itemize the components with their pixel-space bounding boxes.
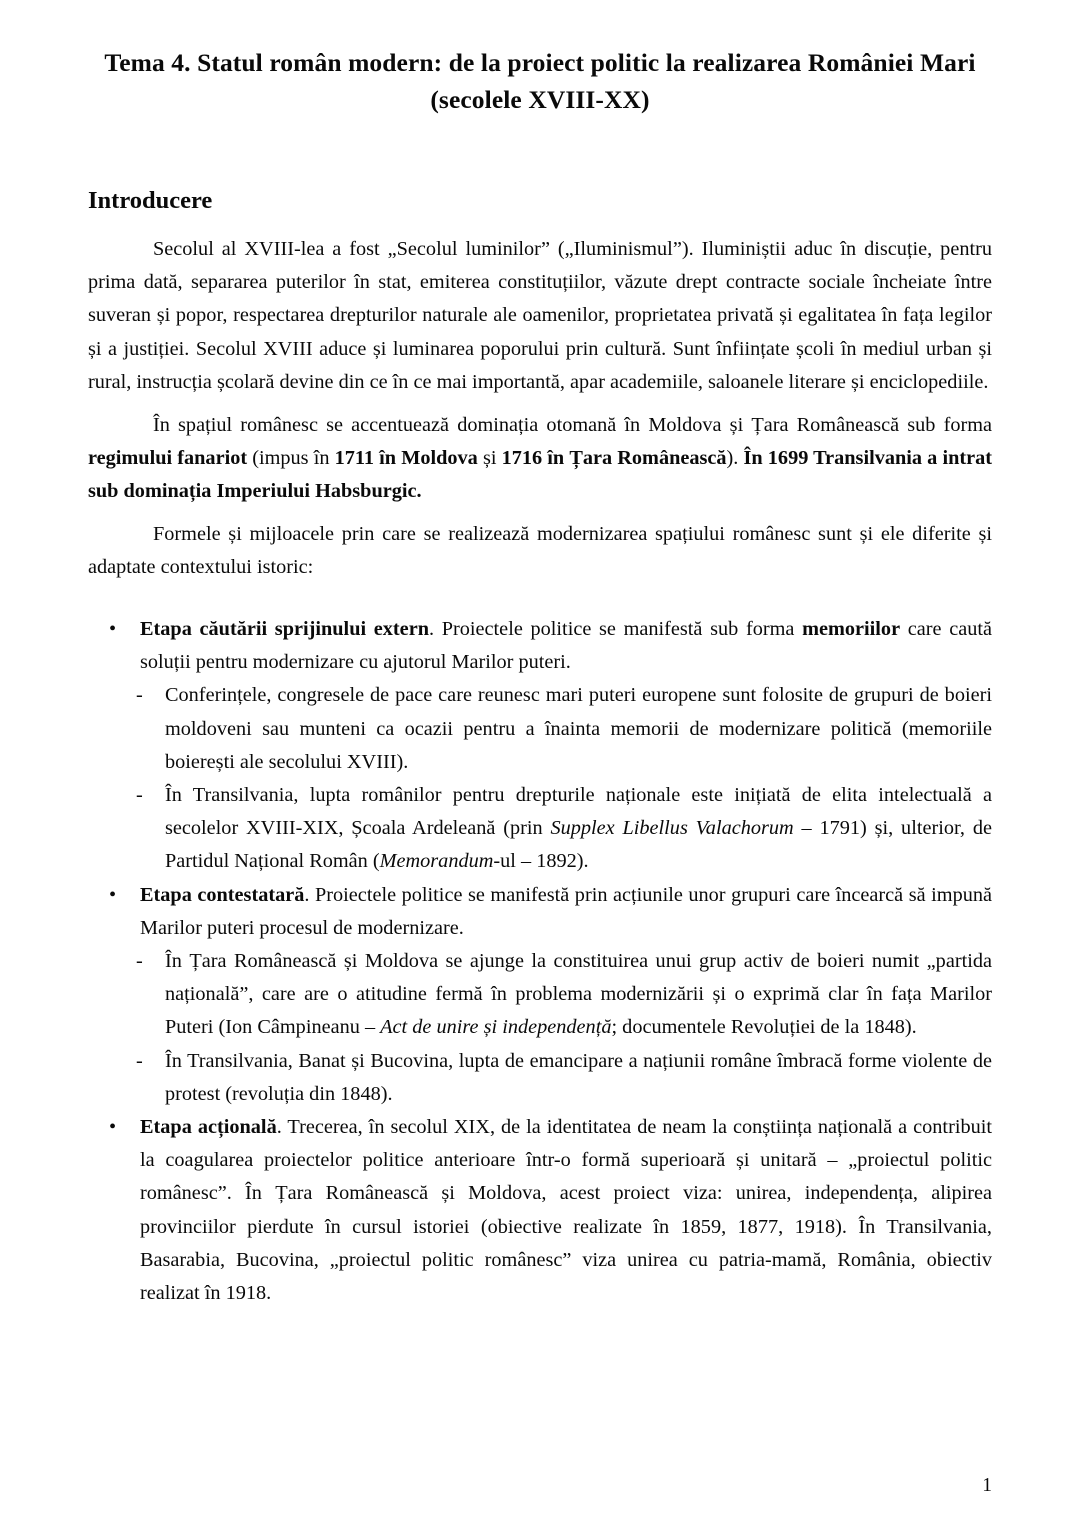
li2-rest: . Proiectele politice se manifestă prin acțiunile unor grupuri care încearcă să impună Marilor puteri procesul de modernizare. bbox=[140, 883, 992, 939]
p2-bold-1716: 1716 în Țara Românească bbox=[501, 446, 727, 469]
page-title-line-1: Tema 4. Statul român modern: de la proiect politic la realizarea României Mari bbox=[104, 48, 976, 77]
paragraph-1 bbox=[88, 233, 992, 399]
li2-sub1-italic-act-unire: Act de unire și independență bbox=[380, 1016, 612, 1039]
p2-bold-1711: 1711 în Moldova bbox=[334, 446, 478, 469]
li1-sub2-c: -ul – 1892). bbox=[493, 850, 589, 873]
stages-list bbox=[88, 613, 992, 1310]
li2-lead-bold: Etapa contestatară bbox=[140, 883, 305, 906]
dash-icon: - bbox=[136, 684, 143, 707]
li1-emph-memoriilor: memoriilor bbox=[802, 618, 901, 640]
li1-sub2-b: – 1791) și, ulterior, de Partidul Național Român ( bbox=[165, 817, 992, 873]
list-item-etapa-contestatara bbox=[88, 879, 992, 945]
bullet-icon: • bbox=[109, 618, 117, 640]
li1-lead-bold: Etapa căutării sprijinului extern bbox=[140, 618, 429, 640]
page-number: 1 bbox=[982, 1475, 992, 1496]
paragraph-3-text: Formele și mijloacele prin care se realizează modernizarea spațiului românesc sunt și ele diferite și adaptate contextului istoric: bbox=[88, 522, 992, 578]
p2-seg-1: În spațiul românesc se accentuează dominația otomană în Moldova și Țara Românească sub forma bbox=[153, 413, 992, 436]
list-subitem-transilvania-scoala-ardeleana bbox=[88, 779, 992, 879]
list-subitem-conferintele bbox=[88, 679, 992, 779]
list-item-etapa-cautarii bbox=[88, 613, 992, 679]
section-heading-introducere: Introducere bbox=[88, 187, 213, 214]
p2-bold-regim: regimului fanariot bbox=[88, 446, 248, 469]
document-header bbox=[88, 44, 992, 118]
li2-sub2-text: În Transilvania, Banat și Bucovina, lupta de emancipare a națiunii române îmbracă forme violente de protest (revoluția din 1848). bbox=[165, 1049, 992, 1105]
p2-bold-1699: În 1699 Transilvania a intrat sub dominația Imperiului Habsburgic. bbox=[88, 446, 993, 502]
bullet-icon: • bbox=[109, 883, 117, 906]
li1-sub2-italic-supplex: Supplex Libellus Valachorum bbox=[550, 817, 794, 840]
paragraph-1-text: Secolul al XVIII-lea a fost „Secolul luminilor” („Iluminismul”). Iluminiștii aduc în discuție, pentru prima dată, separarea puterilor în stat, emiterea constituțiilor, văzute drept contracte sociale încheiate între suveran și popor, respectarea drepturilor naturale ale oamenilor, proprietatea privată și egalitatea în fața legilor și a justiției. Secolul XVIII aduce și luminarea poporului prin cultură. Sunt înființate școli în mediul urban și rural, instrucția școlară devine din ce în ce mai importantă, apar academiile, saloanele literare și enciclopediile. bbox=[88, 238, 992, 393]
page-title-line-2: (secolele XVIII-XX) bbox=[430, 85, 650, 114]
li2-sub1-b: ; documentele Revoluției de la 1848). bbox=[611, 1016, 917, 1039]
li1-sub2-italic-memorandum: Memorandum bbox=[379, 850, 494, 873]
dash-icon: - bbox=[136, 1049, 143, 1072]
li1-sub1-text: Conferințele, congresele de pace care reunesc mari puteri europene sunt folosite de grupuri de boieri moldoveni sau munteni ca ocazii pentru a înainta memorii de modernizare politică (memoriile boierești ale secolului XVIII). bbox=[165, 684, 992, 773]
list-subitem-partida-nationala bbox=[88, 945, 992, 1045]
p2-seg-7: ). bbox=[726, 446, 744, 469]
paragraph-3 bbox=[88, 518, 992, 584]
p2-seg-5: și bbox=[477, 446, 502, 469]
intro-paragraphs bbox=[88, 233, 992, 584]
bullet-icon: • bbox=[109, 1116, 117, 1139]
dash-icon: - bbox=[136, 950, 143, 973]
page-title bbox=[88, 44, 992, 118]
paragraph-2 bbox=[88, 409, 992, 509]
dash-icon: - bbox=[136, 784, 143, 807]
li3-lead-bold: Etapa acțională bbox=[140, 1116, 277, 1139]
li2-sub1-a: În Țara Românească și Moldova se ajunge la constituirea unui grup activ de boieri numit „partida națională”, care are o atitudine fermă în problema modernizării și o exprimă clar în fața Marilor Puteri (Ion Câmpineanu – bbox=[165, 950, 992, 1039]
li1-sub2-a: În Transilvania, lupta românilor pentru drepturile naționale este inițiată de elita intelectuală a secolelor XVIII-XIX, Școala Ardeleană (prin bbox=[165, 784, 992, 840]
list-item-etapa-actionala bbox=[88, 1111, 992, 1310]
li1-rest-a: . Proiectele politice se manifestă sub forma bbox=[428, 618, 803, 640]
li3-rest: . Trecerea, în secolul XIX, de la identitatea de neam la conștiința națională a contribuit la coagularea proiectelor politice anterioare într-o formă superioară și unitară – „proiectul politic românesc”. În Țara Românească și Moldova, acest proiect viza: unirea, independența, alipirea provinciilor pierdute în cursul istoriei (obiective realizate în 1859, 1877, 1918). În Transilvania, Basarabia, Bucovina, „proiectul politic românesc” viza unirea cu patria-mamă, România, obiectiv realizat în 1918. bbox=[140, 1116, 993, 1305]
list-subitem-banat-bucovina bbox=[88, 1045, 992, 1111]
p2-seg-3: (impus în bbox=[247, 446, 335, 469]
li1-rest-b: care caută soluții pentru modernizare cu ajutorul Marilor puteri. bbox=[140, 618, 992, 674]
